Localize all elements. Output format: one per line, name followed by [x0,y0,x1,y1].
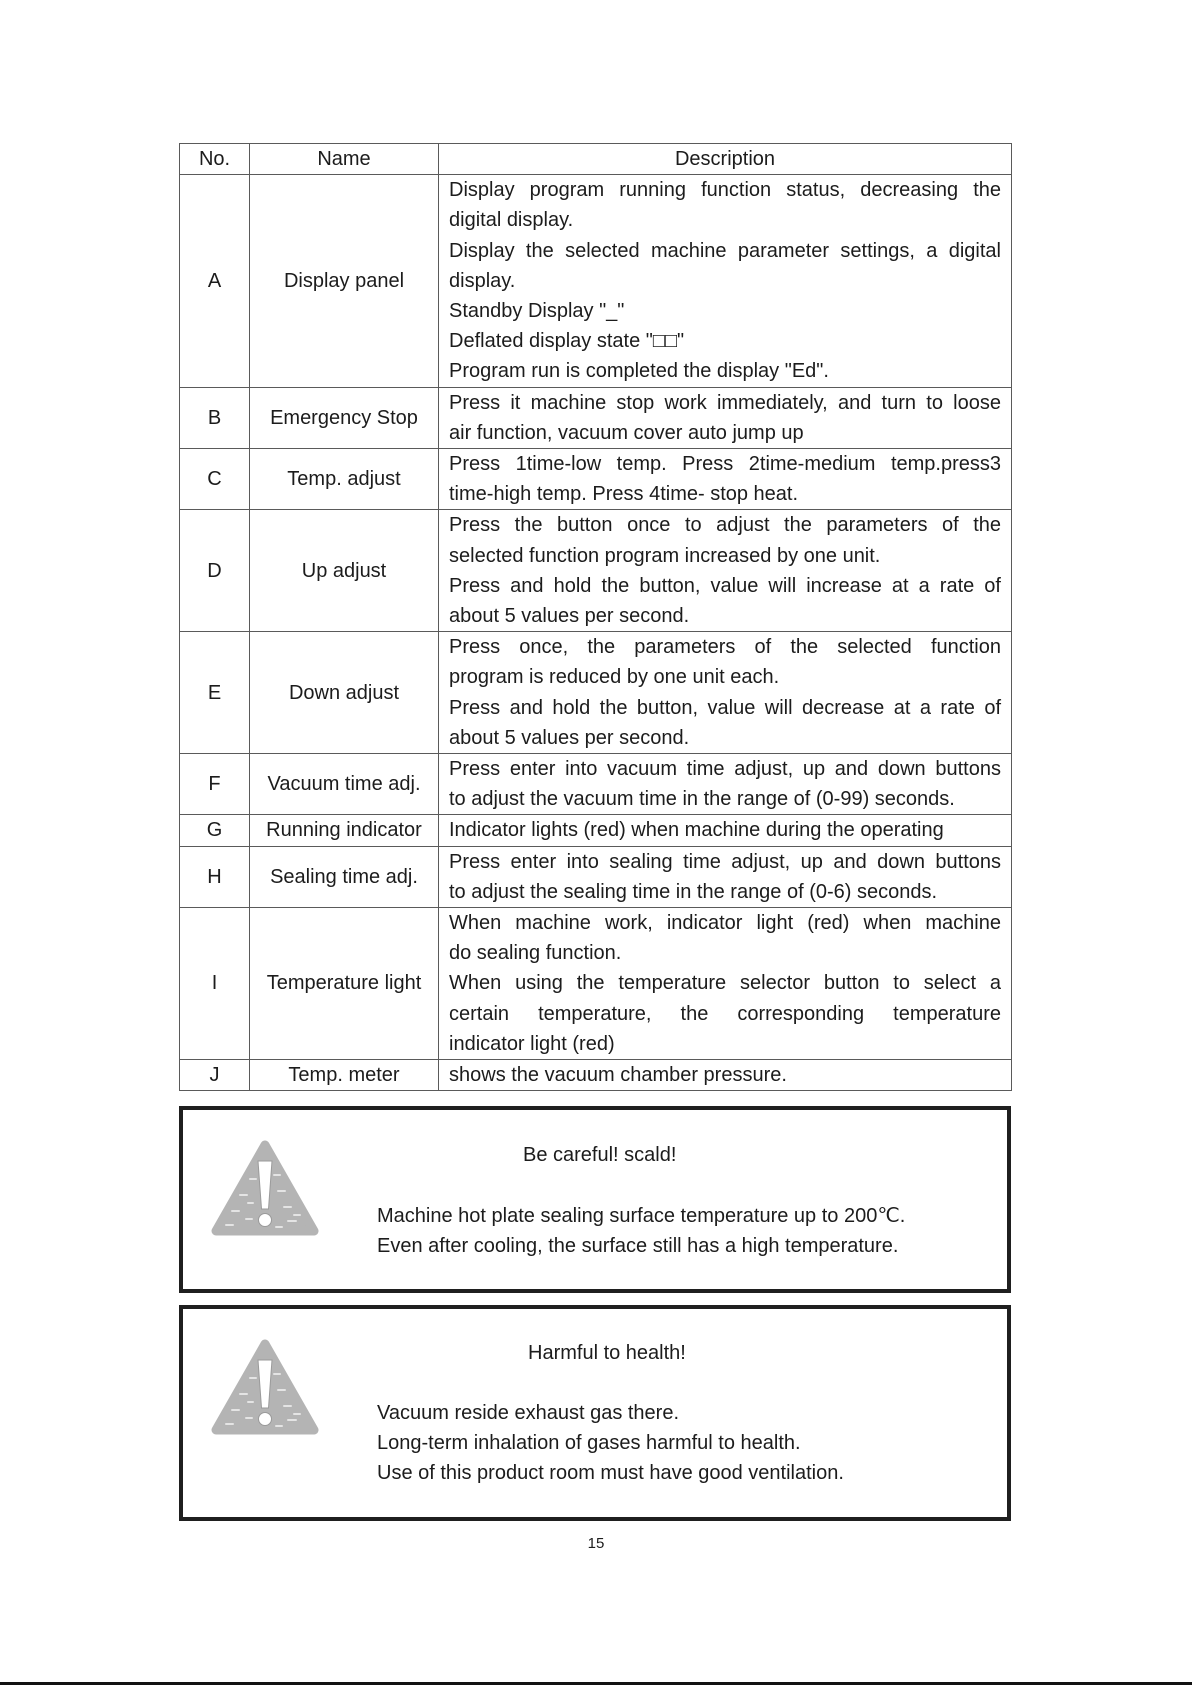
warning-icon [210,1139,320,1239]
description-line: selected function program increased by one unit. [449,544,881,567]
table-row [180,1060,1012,1091]
warning-box-health [179,1305,1011,1521]
table-cell-name: Emergency Stop [250,387,439,448]
warning-line: Vacuum reside exhaust gas there. [377,1402,680,1424]
table-cell-description [439,846,1012,907]
description-line: about 5 values per second. [449,726,690,749]
table-cell-no: I [180,908,250,1060]
table-row [180,632,1012,754]
table-cell-no: G [180,815,250,846]
description-line: When machine work, indicator light (red) when machine [449,912,1001,935]
table-cell-no: E [180,632,250,754]
table-cell-description [439,815,1012,846]
description-line: to adjust the sealing time in the range of (0-6) seconds. [449,880,938,903]
description-line: Deflated display state "□□" [449,330,685,353]
description-line: program is reduced by one unit each. [449,666,780,689]
table-cell-no: J [180,1060,250,1091]
description-line: certain temperature, the corresponding temperature [449,1002,1001,1025]
description-line: Standby Display "_" [449,300,625,323]
description-line: Press enter into sealing time adjust, up and down buttons [449,850,1001,873]
table-row [180,908,1012,1060]
table-cell-no: H [180,846,250,907]
header-no: No. [180,144,250,175]
table-header-row [180,144,1012,175]
table-cell-description [439,754,1012,815]
warning-body [377,1201,905,1261]
description-line: Press the button once to adjust the parameters of the [449,514,1001,537]
table-cell-name: Sealing time adj. [250,846,439,907]
table-cell-no: B [180,387,250,448]
table-cell-no: A [180,175,250,387]
description-line: about 5 values per second. [449,605,690,628]
header-description: Description [439,144,1012,175]
description-line: Program run is completed the display "Ed". [449,360,829,383]
table-row [180,387,1012,448]
table-cell-no: C [180,449,250,510]
table-cell-description [439,632,1012,754]
table-cell-name: Down adjust [250,632,439,754]
table-row [180,510,1012,632]
warning-body [377,1398,844,1488]
table-row [180,175,1012,387]
description-line: Indicator lights (red) when machine during the operating [449,819,944,842]
description-line: Press once, the parameters of the selected function [449,636,1001,659]
table-row [180,815,1012,846]
description-line: digital display. [449,209,574,232]
table-cell-name: Display panel [250,175,439,387]
warning-line: Long-term inhalation of gases harmful to health. [377,1432,801,1454]
description-line: Press 1time-low temp. Press 2time-medium temp.press3 [449,453,1001,476]
warning-line: Use of this product room must have good ventilation. [377,1462,844,1484]
header-name: Name [250,144,439,175]
warning-title: Harmful to health! [528,1342,686,1364]
description-line: Press it machine stop work immediately, and turn to loose [449,391,1001,414]
description-line: indicator light (red) [449,1032,615,1055]
description-line: to adjust the vacuum time in the range of (0-99) seconds. [449,788,955,811]
table-cell-name: Temperature light [250,908,439,1060]
warning-line: Machine hot plate sealing surface temperature up to 200℃. [377,1205,906,1227]
description-line: Display the selected machine parameter settings, a digital [449,239,1001,262]
description-line: shows the vacuum chamber pressure. [449,1064,787,1087]
table-cell-name: Up adjust [250,510,439,632]
description-line: Press enter into vacuum time adjust, up and down buttons [449,758,1001,781]
table-cell-name: Vacuum time adj. [250,754,439,815]
warning-line: Even after cooling, the surface still has a high temperature. [377,1235,899,1257]
table-cell-description [439,387,1012,448]
table-cell-description [439,908,1012,1060]
table-cell-no: D [180,510,250,632]
table-row [180,754,1012,815]
warning-icon [210,1338,320,1438]
table-cell-description [439,510,1012,632]
description-line: do sealing function. [449,942,622,965]
table-cell-description [439,1060,1012,1091]
description-line: Display program running function status, decreasing the [449,179,1001,202]
warning-box-scald [179,1106,1011,1293]
description-line: When using the temperature selector button to select a [449,972,1001,995]
table-cell-description [439,449,1012,510]
controls-table [179,143,1012,1091]
table-cell-no: F [180,754,250,815]
table-cell-description [439,175,1012,387]
table-cell-name: Running indicator [250,815,439,846]
description-line: Press and hold the button, value will decrease at a rate of [449,696,1001,719]
description-line: display. [449,269,516,292]
description-line: air function, vacuum cover auto jump up [449,421,804,444]
warning-title: Be careful! scald! [523,1144,677,1166]
description-line: Press and hold the button, value will increase at a rate of [449,574,1001,597]
table-cell-name: Temp. adjust [250,449,439,510]
page-number: 15 [587,1535,605,1552]
description-line: time-high temp. Press 4time- stop heat. [449,483,799,506]
table-row [180,846,1012,907]
table-cell-name: Temp. meter [250,1060,439,1091]
table-row [180,449,1012,510]
